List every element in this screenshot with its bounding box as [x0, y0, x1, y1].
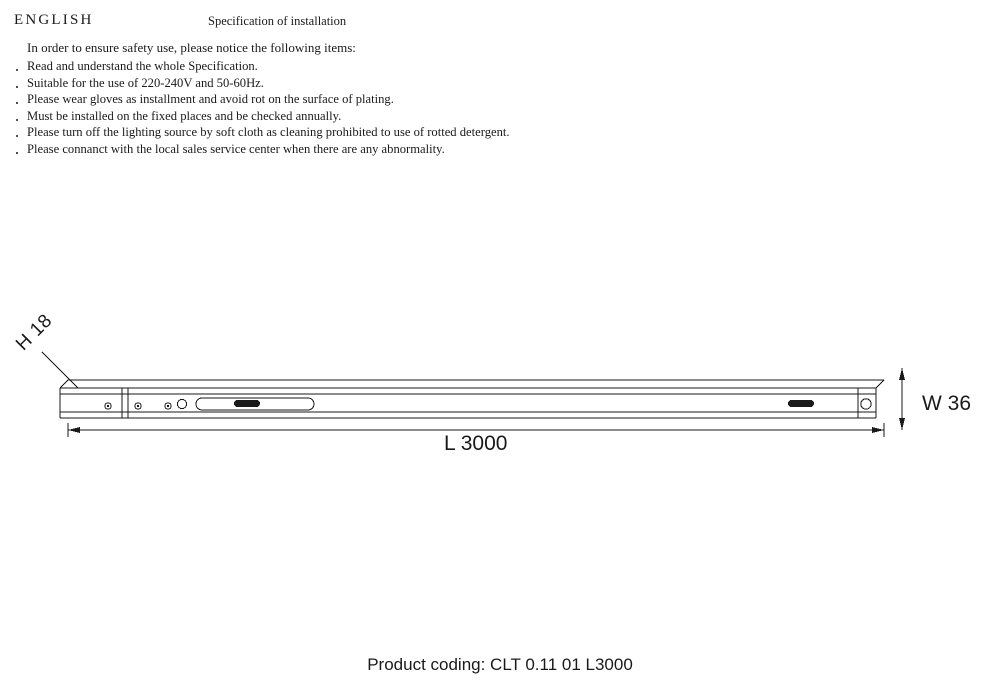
list-item: Please connanct with the local sales service center when there are any abnormality.	[14, 141, 714, 158]
dimension-label-height: H 18	[12, 310, 57, 355]
list-item: Please turn off the lighting source by soft cloth as cleaning prohibited to use of rotted detergent.	[14, 124, 714, 141]
list-item: Please wear gloves as installment and avoid rot on the surface of plating.	[14, 91, 714, 108]
list-item: Suitable for the use of 220-240V and 50-60Hz.	[14, 75, 714, 92]
specification-title: Specification of installation	[208, 14, 347, 28]
product-coding-text: Product coding: CLT 0.11 01 L3000	[367, 655, 633, 674]
language-title: ENGLISH	[14, 12, 94, 28]
intro-text: In order to ensure safety use, please notice the following items:	[27, 40, 356, 55]
dimension-label-width: W 36	[922, 392, 972, 415]
list-item: Must be installed on the fixed places and be checked annually.	[14, 108, 714, 125]
dimension-label-length: L 3000	[444, 432, 508, 455]
safety-items-list	[14, 58, 714, 158]
list-item: Read and understand the whole Specification.	[14, 58, 714, 75]
